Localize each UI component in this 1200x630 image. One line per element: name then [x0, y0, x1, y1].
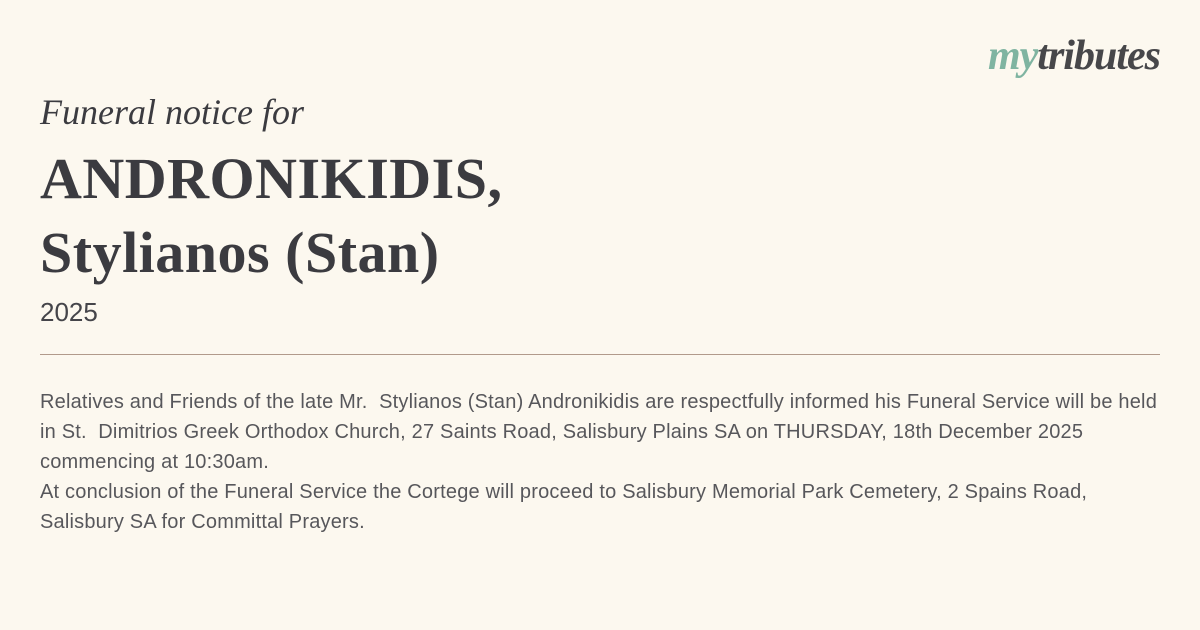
- notice-body: [40, 387, 1163, 537]
- deceased-surname: ANDRONIKIDIS,: [40, 146, 503, 211]
- deceased-given-names: Stylianos (Stan): [40, 220, 440, 285]
- mytributes-logo[interactable]: [988, 32, 1160, 80]
- notice-paragraph-cortege: At conclusion of the Funeral Service the Cortege will proceed to Salisbury Memorial Park Cemetery, 2 Spains Road, Salisbury SA for Committal Prayers.: [40, 481, 1093, 533]
- logo-tributes-text: tributes: [1037, 33, 1160, 79]
- notice-paragraph-service: Relatives and Friends of the late Mr. Stylianos (Stan) Andronikidis are respectfully informed his Funeral Service will be held in St. Dimitrios Greek Orthodox Church, 27 Saints Road, Salisbury Plains SA on THURSDAY, 18th December 2025 commencing at 10:30am.: [40, 391, 1163, 473]
- notice-kicker: Funeral notice for: [40, 92, 304, 132]
- deceased-name-heading: [40, 142, 1160, 290]
- notice-year: 2025: [40, 297, 98, 327]
- divider-rule: [40, 354, 1160, 355]
- logo-my-text: my: [987, 33, 1038, 79]
- header: [40, 0, 1160, 80]
